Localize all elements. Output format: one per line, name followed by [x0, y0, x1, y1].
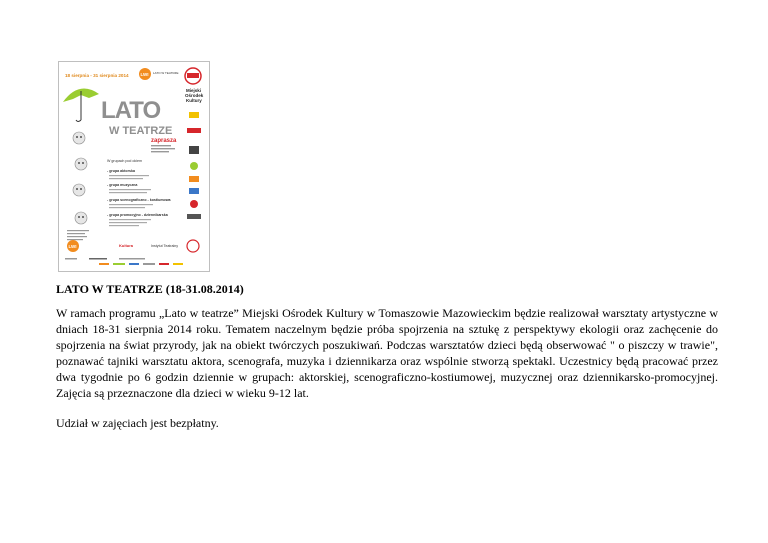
group-3: - grupa scenograficzno - kostiumowa — [107, 198, 171, 202]
partner-logo — [190, 200, 198, 208]
document-paragraph: W ramach programu „Lato w teatrze” Miejski Ośrodek Kultury w Tomaszowie Mazowieckim będzie realizował warsztaty artystyczne w dniach 18-31 sierpnia 2014 roku. Tematem naczelnym będzie próba spojrzenia na sztukę z perspektywy ekologii oraz zachęcenie do spojrzenia na świat przyrody, jak na obiekt twórczych poszukiwań. Podczas warsztatów dzieci będą obserwować " o piszczy w trawie", poznawać tajniki warsztatu aktora, scenografa, muzyka i dziennikarza oraz wspólnie stworzą spektakl. Uczestnicy będą pracować przez dwa tygodnie po 6 godzin dziennie w grupach: aktorskiej, scenograficzno-kostiumowej, muzycznej oraz dziennikarsko-promocyjnej. Zajęcia są przeznaczone dla dzieci w wieku 9-12 lat. — [56, 306, 718, 400]
partner-logo — [187, 128, 201, 133]
org-line-1: Miejski — [186, 88, 202, 93]
partner-logo — [189, 146, 199, 154]
document-title: LATO W TEATRZE (18-31.08.2014) — [56, 282, 244, 296]
lwi-logo-caption: LATO W TEATRZE — [153, 71, 179, 75]
document-body — [56, 281, 718, 431]
partner-logo — [190, 162, 198, 170]
partner-instytut: Instytut Teatralny — [151, 244, 179, 248]
partner-logo — [189, 176, 199, 182]
lwi-logo-bottom-text: LWI — [68, 244, 77, 249]
group-2: - grupa muzyczna — [107, 183, 138, 187]
character-icon — [75, 158, 87, 170]
org-line-2: Ośrodek — [185, 93, 204, 98]
poster-zaprasza: zaprasza — [151, 138, 177, 144]
character-icon — [73, 132, 85, 144]
poster-date: 18 sierpnia - 31 sierpnia 2014 — [65, 73, 129, 78]
poster-image — [58, 61, 210, 272]
partner-logo — [187, 214, 201, 219]
partner-logo — [189, 112, 199, 118]
poster-title-lato: LATO — [101, 97, 161, 124]
partner-kultura: Kultura — [119, 243, 133, 248]
lwi-logo-text: LWI — [140, 72, 149, 77]
poster-title-teatrze: W TEATRZE — [109, 125, 173, 137]
mok-seal-bottom-icon — [187, 240, 199, 252]
character-icon — [75, 212, 87, 224]
character-icon — [73, 184, 85, 196]
group-1: - grupa aktorska — [107, 169, 135, 173]
group-heading: W grupach pod okiem — [107, 159, 142, 163]
partner-logo — [189, 188, 199, 194]
document-note: Udział w zajęciach jest bezpłatny. — [56, 416, 219, 430]
org-line-3: Kultury — [186, 98, 202, 103]
group-4: - grupa promocyjno - dziennikarska — [107, 213, 168, 217]
